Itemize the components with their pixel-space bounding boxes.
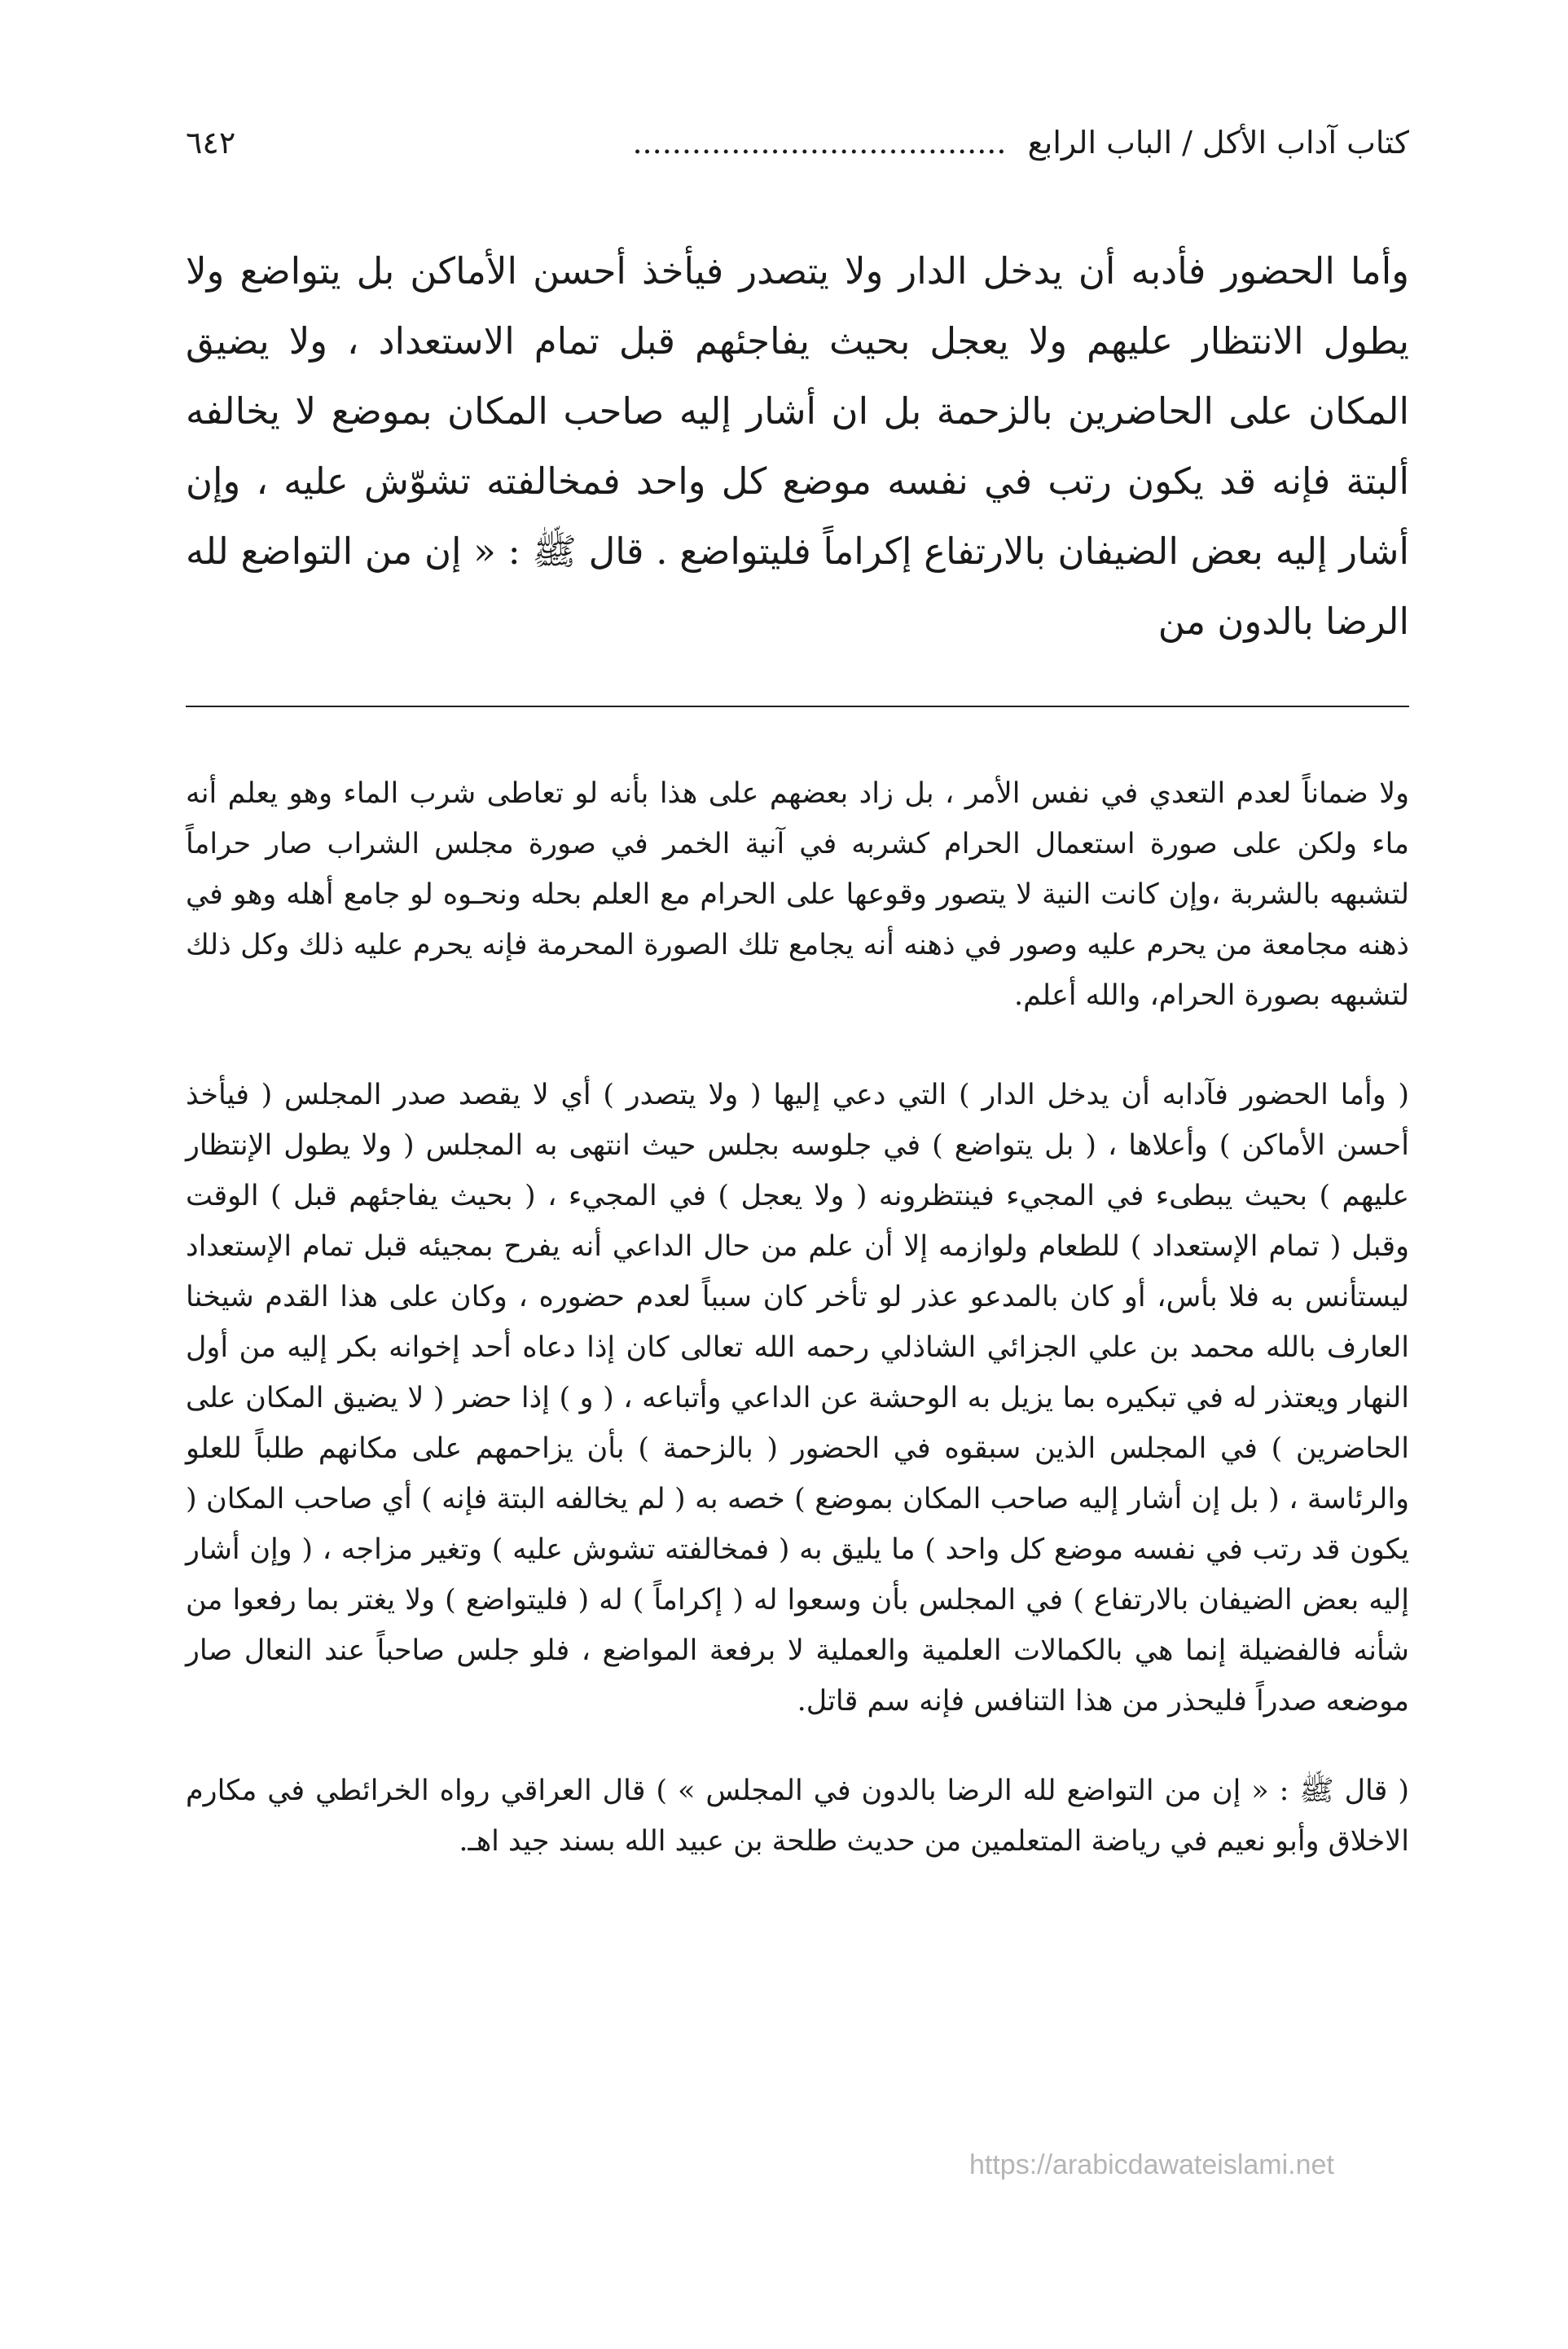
- watermark-url: https://arabicdawateislami.net: [969, 2149, 1334, 2180]
- main-text-paragraph: وأما الحضور فأدبه أن يدخل الدار ولا يتصدر فيأخذ أحسن الأماكن بل يتواضع ولا يطول الانتظار عليهم ولا يعجل بحيث يفاجئهم قبل تمام الاستعداد ، ولا يضيق المكان على الحاضرين بالزحمة بل ان أشار إليه صاحب المكان بموضع لا يخالفه ألبتة فإنه قد يكون رتب في نفسه موضع كل واحد فمخالفته تشوّش عليه ، وإن أشار إليه بعض الضيفان بالارتفاع إكراماً فليتواضع . قال ﷺ : « إن من التواضع لله الرضا بالدون من: [186, 249, 1409, 643]
- footnote: [186, 768, 1409, 1021]
- footnote-paragraph: ولا ضماناً لعدم التعدي في نفس الأمر ، بل زاد بعضهم على هذا بأنه لو تعاطى شرب الماء وهو يعلم أنه ماء ولكن على صورة استعمال الحرام كشربه في آنية الخمر في صورة مجلس الشراب صار حراماً لتشبهه بالشربة ،وإن كانت النية لا يتصور وقوعها على الحرام مع العلم بحله ونحـوه لو جامع أهله وهو في ذهنه مجامعة من يحرم عليه وصور في ذهنه أنه يجامع تلك الصورة المحرمة فإنه يحرم عليه ذلك وكل ذلك لتشبهه بصورة الحرام، والله أعلم.: [186, 777, 1409, 1012]
- dot-leader: ......................................: [632, 125, 1007, 161]
- chapter-title: [632, 114, 1409, 171]
- chapter-title-text: كتاب آداب الأكل / الباب الرابع: [1027, 125, 1409, 161]
- book-page: [186, 114, 1409, 2232]
- main-text: [186, 236, 1409, 657]
- commentary: [186, 1070, 1409, 1867]
- commentary-paragraph-1: ( وأما الحضور فآدابه أن يدخل الدار ) التي دعي إليها ( ولا يتصدر ) أي لا يقصد صدر المجلس ( فيأخذ أحسن الأماكن ) وأعلاها ، ( بل يتواضع ) في جلوسه بجلس حيث انتهى به المجلس ( ولا يطول الإنتظار عليهم ) بحيث يبطىء في المجيء فينتظرونه ( ولا يعجل ) في المجيء ، ( بحيث يفاجئهم قبل ) الوقت وقبل ( تمام الإستعداد ) للطعام ولوازمه إلا أن علم من حال الداعي أنه يفرح بمجيئه قبل تمام الإستعداد ليستأنس به فلا بأس، أو كان بالمدعو عذر لو تأخر كان سبباً لعدم حضوره ، وكان على هذا القدم شيخنا العارف بالله محمد بن علي الجزائي الشاذلي رحمه الله تعالى كان إذا دعاه أحد إخوانه بكر إليه من أول النهار ويعتذر له في تبكيره بما يزيل به الوحشة عن الداعي وأتباعه ، ( و ) إذا حضر ( لا يضيق المكان على الحاضرين ) في المجلس الذين سبقوه في الحضور ( بالزحمة ) بأن يزاحمهم على مكانهم طلباً للعلو والرئاسة ، ( بل إن أشار إليه صاحب المكان بموضع ) خصه به ( لم يخالفه البتة فإنه ) أي صاحب المكان ( يكون قد رتب في نفسه موضع كل واحد ) ما يليق به ( فمخالفته تشوش عليه ) وتغير مزاجه ، ( وإن أشار إليه بعض الضيفان بالارتفاع ) في المجلس بأن وسعوا له ( إكراماً ) له ( فليتواضع ) ولا يغتر بما رفعوا من شأنه فالفضيلة إنما هي بالكمالات العلمية والعملية لا برفعة المواضع ، فلو جلس صاحباً عند النعال صار موضعه صدراً فليحذر من هذا التنافس فإنه سم قاتل.: [186, 1079, 1409, 1718]
- page-number: ٦٤٢: [186, 125, 236, 161]
- footnote-divider: [186, 706, 1409, 707]
- running-header: [186, 114, 1409, 171]
- commentary-paragraph-2: ( قال ﷺ : « إن من التواضع لله الرضا بالدون في المجلس » ) قال العراقي رواه الخرائطي في مكارم الاخلاق وأبو نعيم في رياضة المتعلمين من حديث طلحة بن عبيد الله بسند جيد اهـ.: [186, 1775, 1409, 1858]
